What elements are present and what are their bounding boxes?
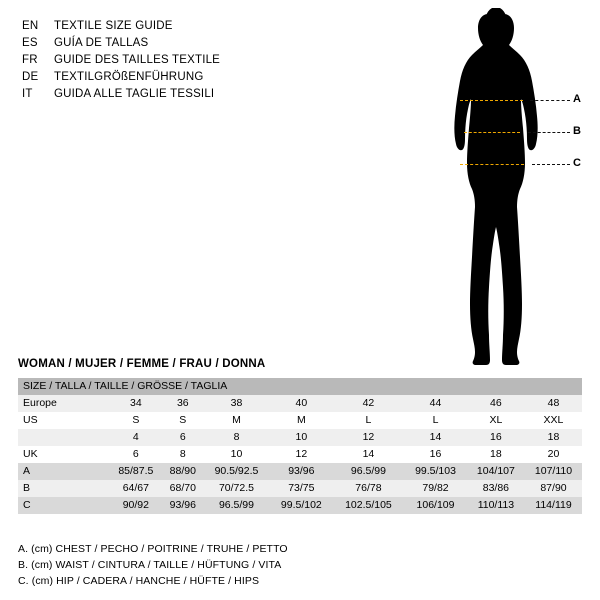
table-cell: 99.5/102 (270, 497, 333, 514)
table-cell: L (404, 412, 467, 429)
table-row (18, 429, 582, 446)
row-label: C (18, 497, 109, 514)
marker-label-a: A (573, 93, 581, 105)
table-cell: 83/86 (467, 480, 525, 497)
table-cell: 10 (203, 446, 270, 463)
row-label: Europe (18, 395, 109, 412)
language-text: TEXTILE SIZE GUIDE (54, 20, 173, 32)
table-cell: L (333, 412, 405, 429)
table-row (18, 497, 582, 514)
table-cell: S (109, 412, 163, 429)
table-cell: XXL (525, 412, 582, 429)
table-cell: 88/90 (163, 463, 203, 480)
row-label: US (18, 412, 109, 429)
table-cell: 18 (467, 446, 525, 463)
table-cell: 38 (203, 395, 270, 412)
language-code: IT (22, 88, 33, 100)
row-label: UK (18, 446, 109, 463)
language-row (22, 18, 322, 35)
table-cell: 76/78 (333, 480, 405, 497)
table-cell: M (203, 412, 270, 429)
marker-line-c-left (460, 164, 524, 165)
table-cell: 99.5/103 (404, 463, 467, 480)
table-cell: 46 (467, 395, 525, 412)
marker-line-a-right (530, 100, 570, 101)
table-cell: 110/113 (467, 497, 525, 514)
table-header-label: SIZE / TALLA / TAILLE / GRÖSSE / TAGLIA (18, 378, 582, 395)
marker-line-c-right (532, 164, 570, 165)
language-text: GUIDA ALLE TAGLIE TESSILI (54, 88, 215, 100)
table-cell: 10 (270, 429, 333, 446)
table-cell: 114/119 (525, 497, 582, 514)
language-code: ES (22, 37, 38, 49)
language-row (22, 52, 322, 69)
table-cell: 14 (333, 446, 405, 463)
table-cell: 90.5/92.5 (203, 463, 270, 480)
table-cell: 34 (109, 395, 163, 412)
language-row (22, 86, 322, 103)
table-cell: 12 (270, 446, 333, 463)
table-cell: 85/87.5 (109, 463, 163, 480)
table-cell: 104/107 (467, 463, 525, 480)
table-header-row (18, 378, 582, 395)
table-cell: XL (467, 412, 525, 429)
table-cell: 93/96 (270, 463, 333, 480)
table-cell: 42 (333, 395, 405, 412)
language-code: EN (22, 20, 39, 32)
table-cell: 96.5/99 (203, 497, 270, 514)
row-label: B (18, 480, 109, 497)
table-cell: 8 (203, 429, 270, 446)
table-cell: 36 (163, 395, 203, 412)
legend-row-a: A. (cm) CHEST / PECHO / POITRINE / TRUHE / PETTO (18, 543, 288, 555)
table-cell: 6 (163, 429, 203, 446)
female-silhouette-figure (420, 8, 595, 373)
marker-line-b-right (528, 132, 570, 133)
table-cell: 102.5/105 (333, 497, 405, 514)
table-cell: 16 (467, 429, 525, 446)
marker-line-a-left (460, 100, 523, 101)
table-cell: 40 (270, 395, 333, 412)
table-row (18, 395, 582, 412)
language-text: GUÍA DE TALLAS (54, 37, 149, 49)
table-cell: 79/82 (404, 480, 467, 497)
table-cell: 8 (163, 446, 203, 463)
table-row (18, 412, 582, 429)
table-row (18, 446, 582, 463)
legend-row-b: B. (cm) WAIST / CINTURA / TAILLE / HÜFTUNG / VITA (18, 559, 282, 571)
row-label: A (18, 463, 109, 480)
marker-label-c: C (573, 157, 581, 169)
table-cell: 68/70 (163, 480, 203, 497)
table-cell: 87/90 (525, 480, 582, 497)
table-cell: 4 (109, 429, 163, 446)
woman-silhouette-icon (420, 8, 595, 373)
table-cell: S (163, 412, 203, 429)
size-table (18, 378, 582, 514)
table-cell: 12 (333, 429, 405, 446)
table-cell: 64/67 (109, 480, 163, 497)
row-label (18, 429, 109, 446)
marker-line-b-left (464, 132, 520, 133)
table-cell: M (270, 412, 333, 429)
table-row (18, 480, 582, 497)
language-code: DE (22, 71, 39, 83)
language-list (22, 18, 322, 103)
language-text: GUIDE DES TAILLES TEXTILE (54, 54, 221, 66)
legend-row-c: C. (cm) HIP / CADERA / HANCHE / HÜFTE / HIPS (18, 575, 260, 587)
table-cell: 6 (109, 446, 163, 463)
section-title-woman: WOMAN / MUJER / FEMME / FRAU / DONNA (18, 358, 266, 370)
language-text: TEXTILGRÖßENFÜHRUNG (54, 71, 204, 83)
table-cell: 44 (404, 395, 467, 412)
table-row (18, 463, 582, 480)
table-cell: 96.5/99 (333, 463, 405, 480)
table-cell: 70/72.5 (203, 480, 270, 497)
table-cell: 106/109 (404, 497, 467, 514)
language-row (22, 35, 322, 52)
table-cell: 90/92 (109, 497, 163, 514)
language-row (22, 69, 322, 86)
table-cell: 107/110 (525, 463, 582, 480)
table-cell: 18 (525, 429, 582, 446)
table-cell: 14 (404, 429, 467, 446)
language-code: FR (22, 54, 38, 66)
table-cell: 48 (525, 395, 582, 412)
table-cell: 16 (404, 446, 467, 463)
marker-label-b: B (573, 125, 581, 137)
table-cell: 20 (525, 446, 582, 463)
table-cell: 73/75 (270, 480, 333, 497)
table-cell: 93/96 (163, 497, 203, 514)
measurement-legend (18, 541, 578, 589)
